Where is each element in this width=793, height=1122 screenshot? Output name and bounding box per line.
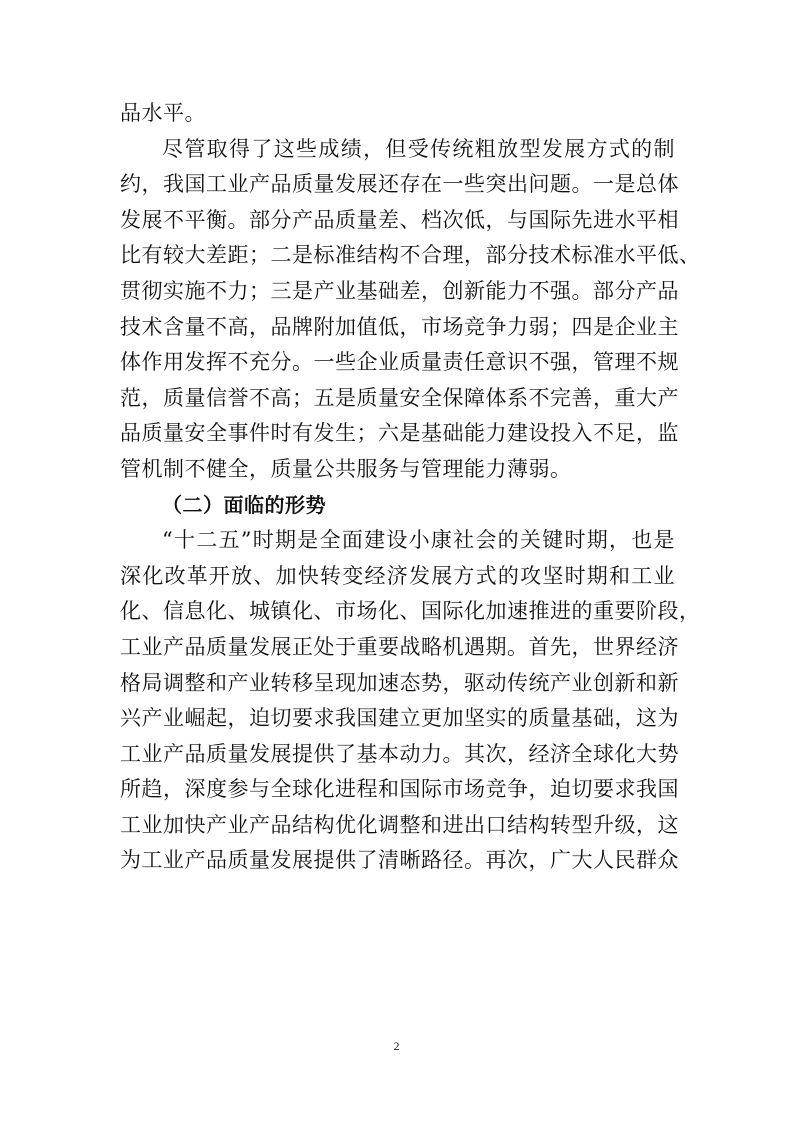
text-line: 发展不平衡。部分产品质量差、档次低，与国际先进水平相 [120,207,679,232]
text-line: 化、信息化、城镇化、市场化、国际化加速推进的重要阶段， [120,599,701,624]
text-line: 工业产品质量发展提供了基本动力。其次，经济全球化大势 [120,741,679,766]
text-line: 为工业产品质量发展提供了清晰路径。再次，广大人民群众 [120,848,679,873]
text-line: 品水平。 [120,101,206,125]
text-line: 贯彻实施不力；三是产业基础差，创新能力不强。部分产品 [120,278,679,303]
text-line: 体作用发挥不充分。一些企业质量责任意识不强，管理不规 [120,350,679,375]
page-number: 2 [393,1039,400,1053]
text-line: 深化改革开放、加快转变经济发展方式的攻坚时期和工业 [120,563,675,588]
section-heading: （二）面临的形势 [162,492,326,517]
text-line: 管机制不健全，质量公共服务与管理能力薄弱。 [120,456,572,481]
text-line: 尽管取得了这些成绩，但受传统粗放型发展方式的制 [162,136,675,161]
text-line: 格局调整和产业转移呈现加速态势，驱动传统产业创新和新 [120,670,679,695]
document-body [120,96,701,879]
text-line: 工业产品质量发展正处于重要战略机遇期。首先，世界经济 [120,634,679,659]
text-line: 比有较大差距；二是标准结构不合理，部分技术标准水平低、 [120,243,701,268]
text-line: 约，我国工业产品质量发展还存在一些突出问题。一是总体 [120,172,679,197]
text-line: 技术含量不高，品牌附加值低，市场竞争力弱；四是企业主 [120,314,679,339]
text-line: 品质量安全事件时有发生；六是基础能力建设投入不足，监 [120,421,679,446]
text-line: 工业加快产业产品结构优化调整和进出口结构转型升级，这 [120,812,679,837]
text-line: 所趋，深度参与全球化进程和国际市场竞争，迫切要求我国 [120,777,679,802]
text-line: “十二五”时期是全面建设小康社会的关键时期，也是 [162,528,675,553]
text-line: 兴产业崛起，迫切要求我国建立更加坚实的质量基础，这为 [120,706,679,731]
text-line: 范，质量信誉不高；五是质量安全保障体系不完善，重大产 [120,385,679,410]
